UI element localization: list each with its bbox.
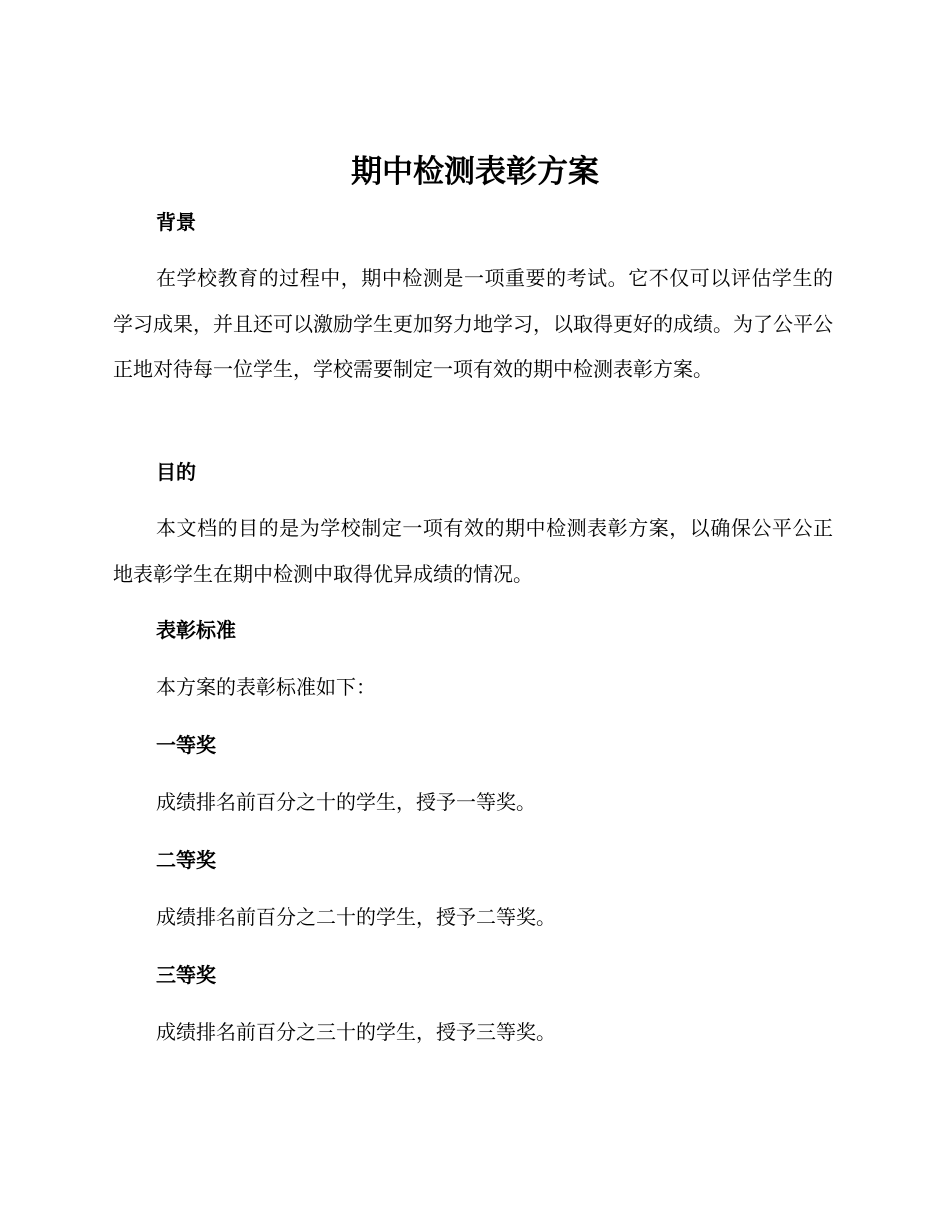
award-heading-third: 三等奖 (156, 963, 216, 987)
section-heading-background: 背景 (156, 210, 196, 234)
section-heading-purpose: 目的 (156, 460, 196, 484)
document-title: 期中检测表彰方案 (351, 154, 599, 190)
paragraph-background: 在学校教育的过程中，期中检测是一项重要的考试。它不仅可以评估学生的学习成果，并且还可以激励学生更加努力地学习，以取得更好的成绩。为了公平公正地对待每一位学生，学校需要制定一项有效的期中检测表彰方案。 (113, 266, 833, 381)
award-heading-first: 一等奖 (156, 733, 216, 757)
criteria-intro: 本方案的表彰标准如下： (156, 675, 376, 699)
award-desc-second: 成绩排名前百分之二十的学生，授予二等奖。 (156, 905, 556, 929)
award-heading-second: 二等奖 (156, 848, 216, 872)
award-desc-first: 成绩排名前百分之十的学生，授予一等奖。 (156, 790, 536, 814)
section-heading-criteria: 表彰标准 (156, 618, 236, 642)
award-desc-third: 成绩排名前百分之三十的学生，授予三等奖。 (156, 1020, 556, 1044)
paragraph-purpose: 本文档的目的是为学校制定一项有效的期中检测表彰方案，以确保公平公正地表彰学生在期中检测中取得优异成绩的情况。 (113, 516, 833, 586)
